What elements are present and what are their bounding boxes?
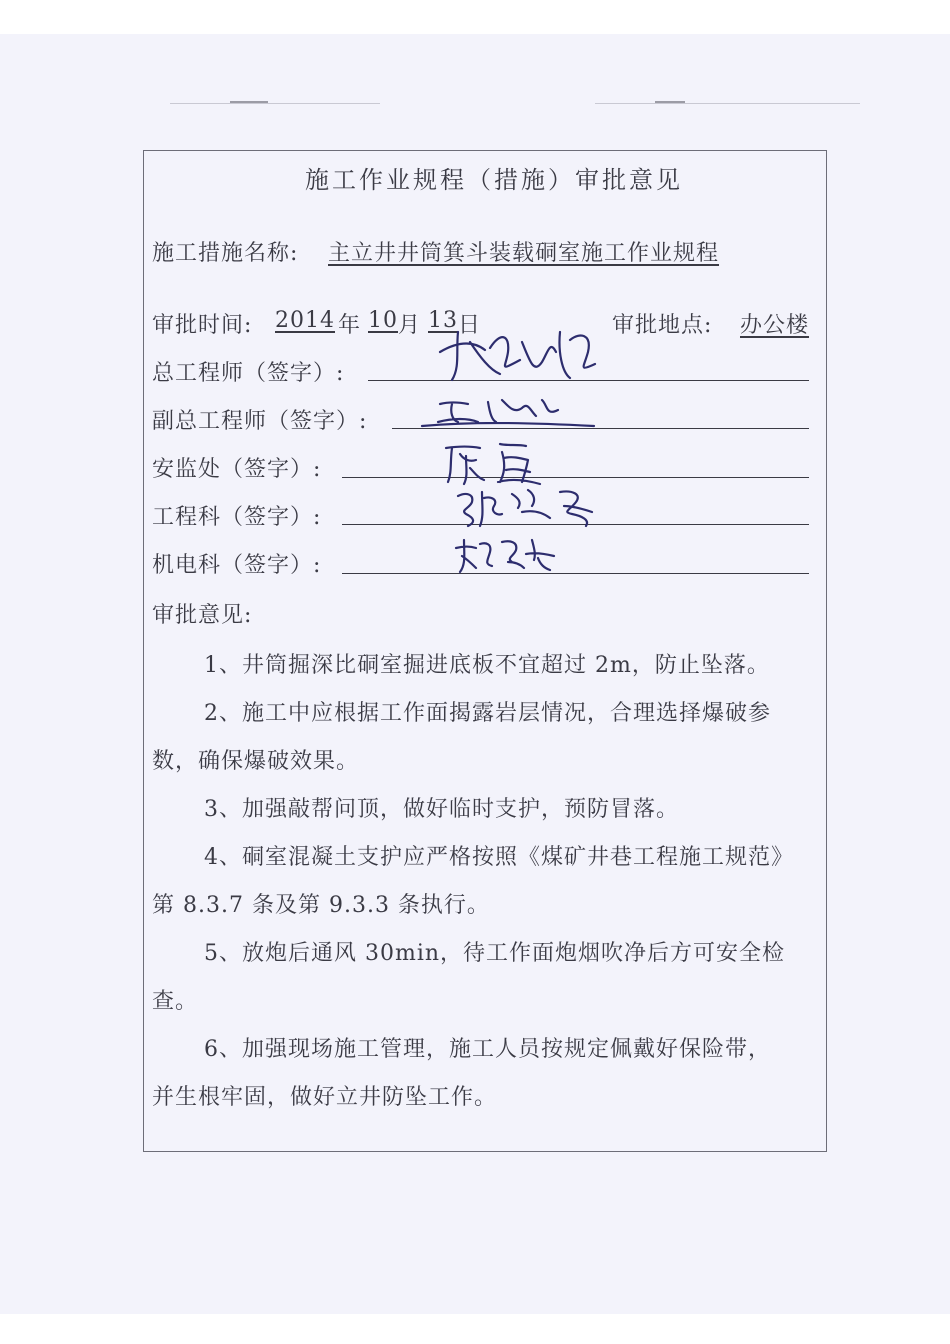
opinion-item-2-line-2: 数，确保爆破效果。: [152, 749, 360, 774]
measure-name-label: 施工措施名称:: [152, 241, 299, 266]
header-rule-mark-left: [230, 101, 268, 103]
opinion-item-5-line-2: 查。: [152, 989, 199, 1014]
handwritten-signature-safety-office: [440, 438, 550, 486]
day-char: 日: [458, 313, 482, 338]
opinion-item-4-line-2: 第 8.3.7 条及第 9.3.3 条执行。: [152, 893, 490, 918]
approval-month: 10: [368, 308, 398, 333]
approval-time-label: 审批时间:: [152, 313, 253, 338]
year-char: 年: [338, 313, 362, 338]
approval-opinion-label: 审批意见:: [152, 603, 253, 628]
header-rule-right: [595, 103, 860, 104]
opinion-item-2-line-1: 2、施工中应根据工作面揭露岩层情况，合理选择爆破参: [204, 701, 771, 726]
opinion-item-4-line-1: 4、硐室混凝土支护应严格按照《煤矿井巷工程施工规范》: [204, 845, 794, 870]
signature-line-mechanical-electrical-section: [342, 573, 809, 574]
opinion-item-1: 1、井筒掘深比硐室掘进底板不宜超过 2m，防止坠落。: [204, 653, 770, 678]
header-rule-left: [170, 103, 380, 104]
opinion-item-6-line-1: 6、加强现场施工管理，施工人员按规定佩戴好保险带，: [204, 1037, 771, 1062]
approval-year: 2014: [275, 308, 335, 333]
month-char: 月: [398, 313, 422, 338]
handwritten-signature-chief-engineer: [430, 312, 600, 384]
approval-place-label: 审批地点:: [612, 313, 713, 338]
signature-line-safety-office: [342, 477, 809, 478]
signature-label-mechanical-electrical-section: 机电科（签字）:: [152, 553, 322, 578]
form-title: 施工作业规程（措施）审批意见: [305, 166, 683, 194]
signature-label-safety-office: 安监处（签字）:: [152, 457, 322, 482]
approval-place-value: 办公楼: [740, 313, 810, 338]
signature-label-chief-engineer: 总工程师（签字）:: [152, 361, 345, 386]
signature-label-deputy-chief-engineer: 副总工程师（签字）:: [152, 409, 368, 434]
opinion-item-5-line-1: 5、放炮后通风 30min，待工作面炮烟吹净后方可安全检: [204, 941, 786, 966]
handwritten-signature-engineering-section: [452, 484, 602, 528]
opinion-item-3: 3、加强敲帮问顶，做好临时支护，预防冒落。: [204, 797, 679, 822]
opinion-item-6-line-2: 并生根牢固，做好立井防坠工作。: [152, 1085, 498, 1110]
handwritten-signature-mechanical-electrical-section: [450, 534, 560, 574]
approval-day: 13: [428, 308, 458, 333]
header-rule-mark-right: [655, 101, 685, 103]
handwritten-signature-deputy-chief-engineer: [418, 392, 598, 432]
signature-label-engineering-section: 工程科（签字）:: [152, 505, 322, 530]
measure-name-value: 主立井井筒箕斗装载硐室施工作业规程: [328, 241, 720, 266]
